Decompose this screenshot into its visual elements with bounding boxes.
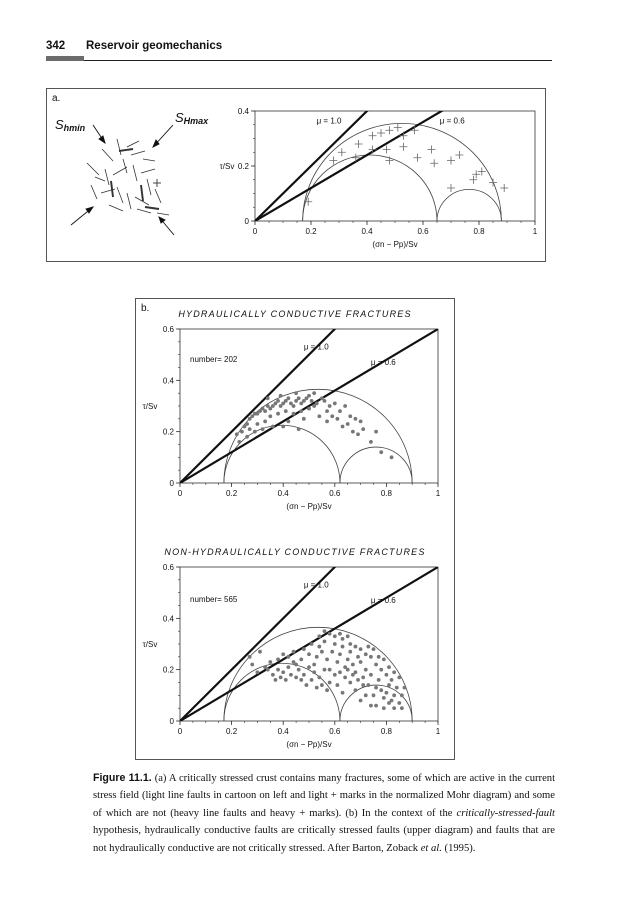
- data-point: [292, 404, 296, 408]
- heavy-fault-segments: [111, 149, 159, 209]
- friction-label: μ = 0.6: [439, 116, 465, 126]
- data-point: [256, 422, 260, 426]
- data-point: [310, 678, 314, 682]
- y-tick-label: 0.6: [162, 325, 174, 334]
- caption-line-1: (a) A critically stressed crust contains many fractures, some of which are active in the: [154, 773, 522, 784]
- data-point: [369, 440, 373, 444]
- data-point: [341, 637, 345, 641]
- data-point: [276, 412, 280, 416]
- data-point: [307, 407, 311, 411]
- data-point: [369, 673, 373, 677]
- data-point: [377, 129, 385, 137]
- data-point: [341, 645, 345, 649]
- x-tick-label: 0.4: [277, 489, 289, 498]
- friction-label: μ = 0.6: [370, 357, 396, 367]
- data-point: [286, 420, 290, 424]
- data-point: [292, 660, 296, 664]
- data-point: [312, 663, 316, 667]
- data-point: [364, 693, 368, 697]
- data-point: [355, 140, 363, 148]
- data-point: [379, 668, 383, 672]
- data-point: [333, 634, 337, 638]
- data-point: [237, 440, 241, 444]
- data-point: [500, 184, 508, 192]
- data-point: [307, 665, 311, 669]
- data-point: [374, 704, 378, 708]
- mohr-circle: [303, 123, 502, 221]
- data-point: [317, 645, 321, 649]
- data-point: [315, 655, 319, 659]
- data-point: [286, 665, 290, 669]
- data-point: [427, 146, 435, 154]
- data-point: [294, 675, 298, 679]
- data-point: [268, 660, 272, 664]
- data-point: [335, 683, 339, 687]
- data-point: [317, 675, 321, 679]
- data-point: [346, 668, 350, 672]
- x-tick-label: 0.2: [226, 489, 238, 498]
- x-tick-label: 0.8: [380, 489, 392, 498]
- data-point: [400, 706, 404, 710]
- data-point: [343, 404, 347, 408]
- data-point: [385, 126, 393, 134]
- x-tick-label: 0: [177, 489, 183, 498]
- data-point: [323, 399, 327, 403]
- data-point: [263, 420, 267, 424]
- data-point: [286, 655, 290, 659]
- data-point: [333, 673, 337, 677]
- data-point: [369, 704, 373, 708]
- data-point: [382, 706, 386, 710]
- data-point: [354, 645, 358, 649]
- data-point: [292, 650, 296, 654]
- mohr-chart-b-upper: [136, 299, 454, 527]
- data-point: [359, 420, 363, 424]
- x-axis-label: (σn − Pp)/Sv: [372, 240, 418, 249]
- friction-label: μ = 1.0: [303, 342, 329, 352]
- caption-line-6a: Barton, Zoback: [352, 842, 421, 854]
- data-point: [356, 432, 360, 436]
- data-point: [343, 675, 347, 679]
- data-point: [305, 683, 309, 687]
- data-point: [359, 660, 363, 664]
- data-point: [392, 693, 396, 697]
- data-point: [307, 652, 311, 656]
- data-point: [250, 663, 254, 667]
- figure-caption: [93, 770, 555, 857]
- data-point: [240, 430, 244, 434]
- data-point: [366, 683, 370, 687]
- data-point: [372, 693, 376, 697]
- data-point: [348, 414, 352, 418]
- data-point: [354, 417, 358, 421]
- data-point: [430, 159, 438, 167]
- data-point: [320, 650, 324, 654]
- data-point: [374, 686, 378, 690]
- data-point: [366, 645, 370, 649]
- data-point: [279, 394, 283, 398]
- plus-marks-cartoon: [153, 179, 161, 187]
- data-point: [312, 391, 316, 395]
- x-tick-label: 0.2: [305, 227, 317, 236]
- data-point: [338, 652, 342, 656]
- data-point: [372, 647, 376, 651]
- data-point: [374, 430, 378, 434]
- friction-label: μ = 0.6: [370, 595, 396, 605]
- shmin-label: Shmin: [55, 117, 86, 133]
- data-point: [245, 435, 249, 439]
- data-point: [276, 668, 280, 672]
- y-tick-label: 0: [169, 479, 174, 488]
- data-point: [330, 414, 334, 418]
- data-point: [245, 422, 249, 426]
- data-point: [289, 673, 293, 677]
- data-point: [377, 678, 381, 682]
- y-tick-label: 0.2: [162, 665, 174, 675]
- x-tick-label: 0.6: [417, 227, 429, 236]
- mohr-circle: [340, 685, 412, 721]
- data-point: [292, 412, 296, 416]
- y-tick-label: 0.4: [162, 376, 174, 386]
- stress-arrows: [71, 125, 174, 235]
- data-point: [317, 414, 321, 418]
- x-tick-label: 1: [532, 227, 538, 236]
- data-point: [235, 432, 239, 436]
- data-point: [325, 409, 329, 413]
- data-point: [325, 688, 329, 692]
- data-point: [447, 157, 455, 165]
- data-point: [356, 678, 360, 682]
- x-tick-label: 0.2: [226, 727, 238, 736]
- data-point: [385, 673, 389, 677]
- data-point: [317, 634, 321, 638]
- mohr-circle: [224, 425, 340, 483]
- page-number: 342: [46, 40, 66, 52]
- lower-chart-title: NON-HYDRAULICALLY CONDUCTIVE FRACTURES: [164, 547, 426, 557]
- y-axis-label: τ/Sv: [142, 402, 158, 411]
- data-point: [397, 701, 401, 705]
- data-point: [338, 148, 346, 156]
- mohr-circle: [340, 447, 412, 483]
- data-point: [284, 678, 288, 682]
- data-point: [379, 450, 383, 454]
- friction-line: [180, 329, 438, 483]
- data-point: [397, 675, 401, 679]
- header-rule: [84, 60, 552, 61]
- y-tick-label: 0.2: [162, 427, 174, 437]
- data-point: [392, 706, 396, 710]
- data-point: [284, 409, 288, 413]
- data-point: [359, 699, 363, 703]
- data-point: [455, 151, 463, 159]
- data-point: [394, 124, 402, 132]
- data-point: [274, 678, 278, 682]
- data-point: [258, 650, 262, 654]
- data-point: [279, 675, 283, 679]
- data-point: [320, 683, 324, 687]
- data-point: [323, 668, 327, 672]
- data-point: [400, 693, 404, 697]
- data-point: [385, 691, 389, 695]
- data-point: [346, 634, 350, 638]
- data-point: [361, 683, 365, 687]
- data-point: [330, 650, 334, 654]
- data-point: [268, 414, 272, 418]
- friction-line: [255, 89, 535, 221]
- x-tick-label: 1: [435, 489, 441, 498]
- data-point: [387, 683, 391, 687]
- data-point: [256, 670, 260, 674]
- data-point: [248, 427, 252, 431]
- data-point: [374, 663, 378, 667]
- data-point: [390, 678, 394, 682]
- data-point: [348, 650, 352, 654]
- y-tick-label: 0: [169, 717, 174, 726]
- data-point: [299, 409, 303, 413]
- data-point: [323, 629, 327, 633]
- data-point: [263, 665, 267, 669]
- lower-count-label: number= 565: [190, 595, 238, 604]
- data-point: [302, 647, 306, 651]
- caption-et-al: et al.: [420, 842, 442, 854]
- data-point: [333, 642, 337, 646]
- caption-line-2: current stress field (light line faults in cartoon on left and light + marks in the normalized Mohr: [93, 773, 556, 802]
- y-axis-label: τ/Sv: [219, 162, 235, 171]
- figure-panel-a: [46, 88, 546, 262]
- data-point: [271, 425, 275, 429]
- data-point: [299, 658, 303, 662]
- caption-line-3: diagram) and some of which are not (heavy line faults and heavy + marks). (b) In the context of the: [93, 790, 555, 819]
- y-axis-label: τ/Sv: [142, 640, 158, 649]
- mohr-chart-b-lower: [136, 527, 454, 759]
- data-point: [385, 157, 393, 165]
- x-tick-label: 0.4: [361, 227, 373, 236]
- data-point: [382, 696, 386, 700]
- data-point: [377, 655, 381, 659]
- data-point: [261, 427, 265, 431]
- panel-a-label: a.: [52, 93, 61, 104]
- data-point: [341, 691, 345, 695]
- data-point: [338, 670, 342, 674]
- x-tick-label: 0.6: [329, 489, 341, 498]
- data-point: [383, 146, 391, 154]
- data-point: [302, 417, 306, 421]
- data-point: [281, 652, 285, 656]
- mohr-chart-a: [215, 89, 545, 261]
- data-point: [392, 670, 396, 674]
- data-point: [356, 655, 360, 659]
- friction-line: [255, 89, 535, 221]
- data-point: [447, 184, 455, 192]
- data-point: [395, 686, 399, 690]
- fault-cartoon: [55, 110, 209, 235]
- data-point: [413, 154, 421, 162]
- plot-area: [255, 89, 535, 221]
- data-point: [325, 420, 329, 424]
- x-tick-label: 0.6: [329, 727, 341, 736]
- data-point: [364, 668, 368, 672]
- data-point: [310, 399, 314, 403]
- upper-chart-title: HYDRAULICALLY CONDUCTIVE FRACTURES: [178, 309, 412, 319]
- y-tick-label: 0: [244, 217, 249, 226]
- data-point: [302, 673, 306, 677]
- data-point: [369, 655, 373, 659]
- caption-line-6b: (1995).: [441, 842, 476, 854]
- data-point: [338, 632, 342, 636]
- data-point: [346, 422, 350, 426]
- plot-area: [180, 299, 438, 483]
- figure-panel-b: [135, 298, 455, 760]
- data-point: [348, 642, 352, 646]
- data-point: [333, 402, 337, 406]
- panel-b-label: b.: [141, 303, 150, 314]
- data-point: [271, 673, 275, 677]
- data-point: [253, 430, 257, 434]
- caption-term: critically-stressed-fault: [456, 807, 555, 819]
- data-point: [387, 665, 391, 669]
- running-header: [46, 40, 222, 52]
- data-point: [369, 132, 377, 140]
- data-point: [310, 642, 314, 646]
- data-point: [315, 686, 319, 690]
- data-point: [348, 681, 352, 685]
- friction-label: μ = 1.0: [303, 580, 329, 590]
- data-point: [351, 673, 355, 677]
- data-point: [312, 670, 316, 674]
- friction-label: μ = 1.0: [316, 116, 342, 126]
- data-point: [354, 688, 358, 692]
- x-axis-label: (σn − Pp)/Sv: [286, 502, 332, 511]
- data-point: [403, 686, 407, 690]
- data-point: [364, 652, 368, 656]
- data-point: [335, 417, 339, 421]
- y-tick-label: 0.4: [237, 107, 249, 116]
- data-point: [382, 658, 386, 662]
- x-tick-label: 1: [435, 727, 441, 736]
- mohr-circle: [437, 189, 501, 221]
- data-point: [351, 663, 355, 667]
- data-point: [294, 391, 298, 395]
- upper-count-label: number= 202: [190, 355, 238, 364]
- y-tick-label: 0.6: [162, 563, 174, 572]
- data-point: [328, 668, 332, 672]
- x-tick-label: 0.4: [277, 727, 289, 736]
- y-tick-label: 0.4: [162, 614, 174, 624]
- x-tick-label: 0: [252, 227, 258, 236]
- friction-line: [180, 567, 438, 721]
- data-point: [299, 678, 303, 682]
- data-point: [399, 143, 407, 151]
- x-tick-label: 0: [177, 727, 183, 736]
- data-point: [266, 396, 270, 400]
- data-point: [379, 688, 383, 692]
- data-point: [297, 668, 301, 672]
- data-point: [276, 399, 280, 403]
- data-point: [276, 658, 280, 662]
- caption-line-5: (upper diagram) and faults that are not hydraulically conductive are not critically stressed. After: [93, 825, 555, 854]
- data-point: [390, 455, 394, 459]
- data-point: [286, 396, 290, 400]
- data-point: [387, 701, 391, 705]
- data-point: [361, 427, 365, 431]
- x-tick-label: 0.8: [380, 727, 392, 736]
- data-point: [281, 425, 285, 429]
- mohr-circle: [303, 155, 437, 221]
- data-point: [281, 670, 285, 674]
- data-point: [315, 402, 319, 406]
- data-point: [341, 425, 345, 429]
- data-point: [297, 396, 301, 400]
- data-point: [307, 394, 311, 398]
- data-point: [361, 675, 365, 679]
- data-point: [297, 427, 301, 431]
- running-title: Reservoir geomechanics: [86, 40, 223, 52]
- y-tick-label: 0.2: [237, 162, 249, 171]
- data-point: [351, 430, 355, 434]
- shmax-label: SHmax: [175, 110, 209, 126]
- x-tick-label: 0.8: [473, 227, 485, 236]
- header-bar: [46, 56, 84, 61]
- data-point: [489, 179, 497, 187]
- data-point: [328, 632, 332, 636]
- data-point: [263, 409, 267, 413]
- figure-label: Figure 11.1.: [93, 772, 152, 784]
- data-point: [248, 655, 252, 659]
- data-point: [328, 404, 332, 408]
- data-point: [335, 660, 339, 664]
- x-axis-label: (σn − Pp)/Sv: [286, 740, 332, 749]
- caption-line-4: hypothesis, hydraulically conductive faults are critically stressed faults: [93, 825, 400, 837]
- data-point: [328, 681, 332, 685]
- data-point: [359, 647, 363, 651]
- data-point: [346, 658, 350, 662]
- data-point: [323, 640, 327, 644]
- data-point: [338, 409, 342, 413]
- data-point: [325, 658, 329, 662]
